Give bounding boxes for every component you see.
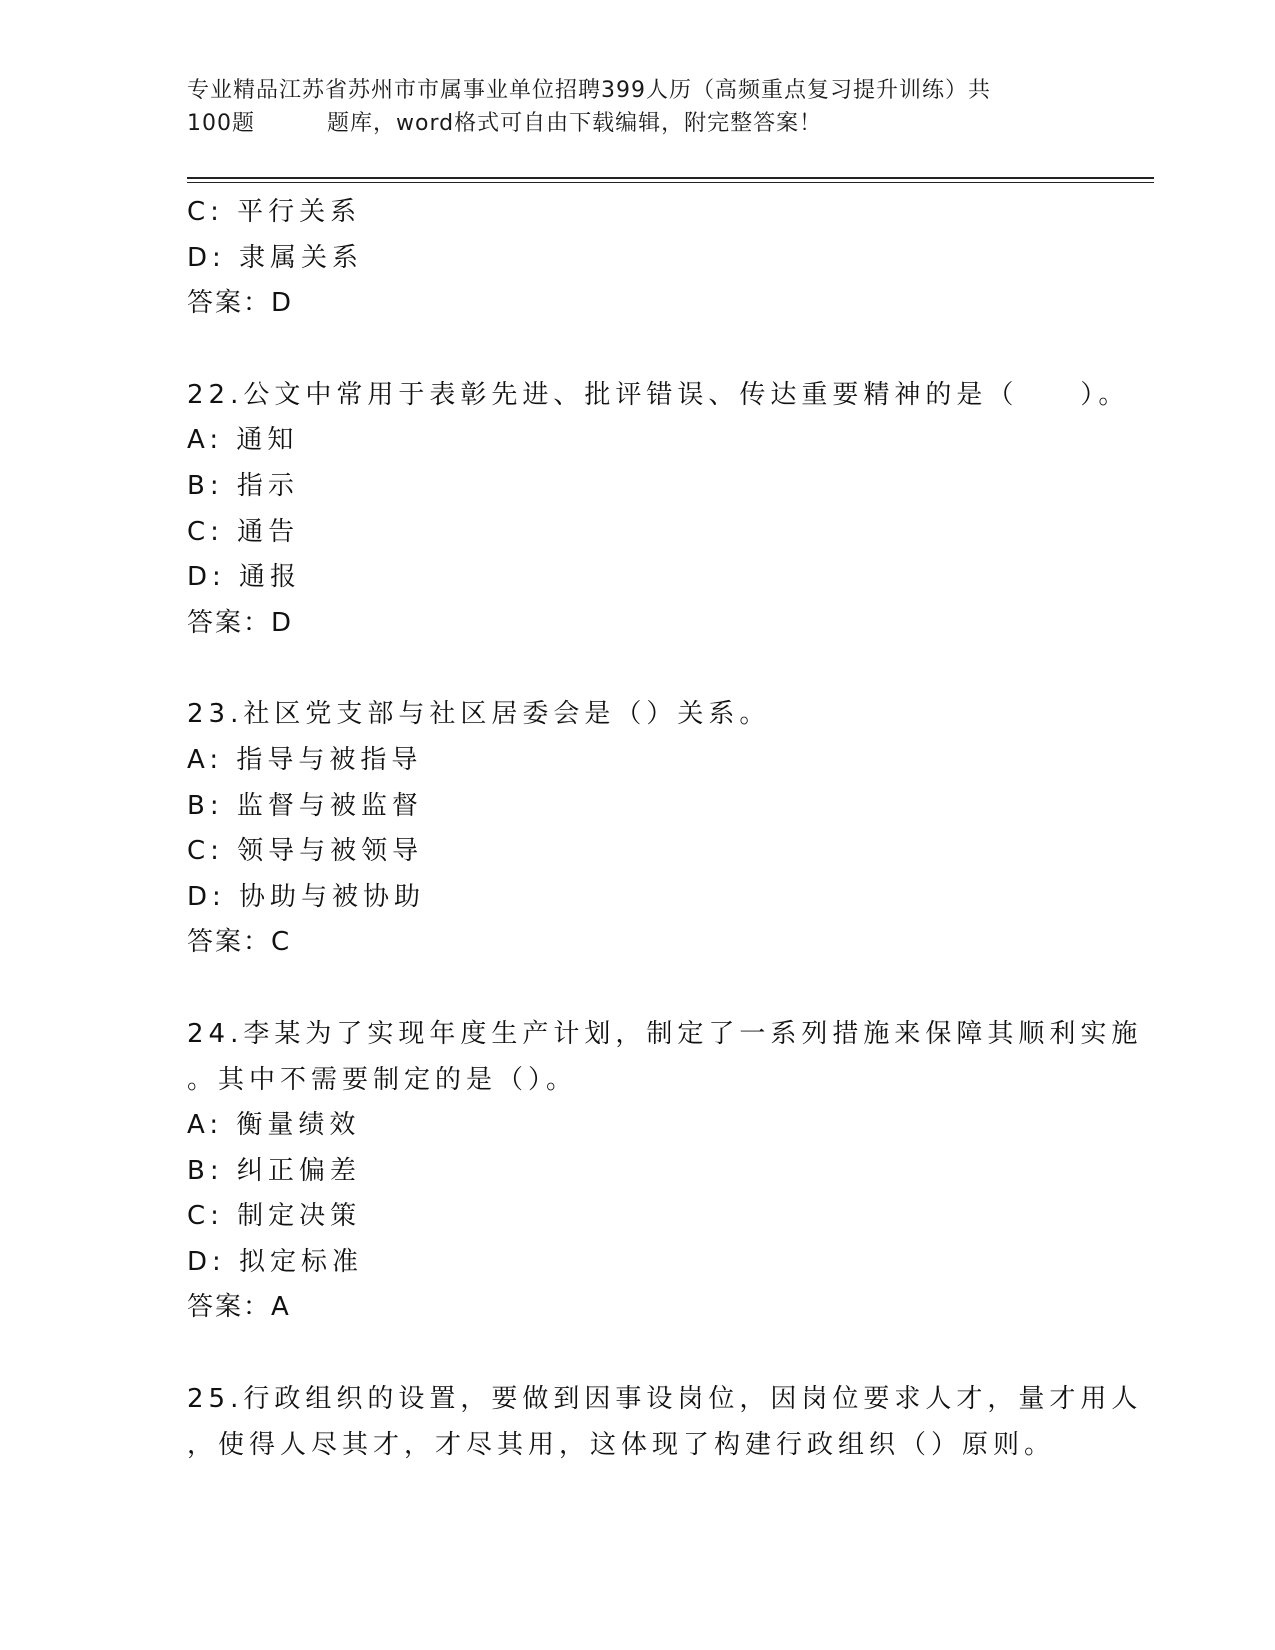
question-stem: 23.社区党支部与社区居委会是（）关系。 xyxy=(187,699,771,730)
header-line-2 xyxy=(187,107,1067,140)
answer: 答案：D xyxy=(187,607,294,638)
header-line-1: 专业精品江苏省苏州市市属事业单位招聘399人历（高频重点复习提升训练）共 xyxy=(187,78,991,103)
question-23 xyxy=(187,692,1087,966)
question-stem-line-1: 24.李某为了实现年度生产计划，制定了一系列措施来保障其顺利实施 xyxy=(187,1018,1143,1049)
question-24 xyxy=(187,1012,1143,1331)
option-c: C: 领导与被领导 xyxy=(187,836,424,867)
option-a: A: 通知 xyxy=(187,425,299,456)
question-stem-line-1: 25.行政组织的设置，要做到因事设岗位，因岗位要求人才，量才用人 xyxy=(187,1384,1143,1415)
header-line-2-count: 100题 xyxy=(187,111,255,136)
question-list xyxy=(187,190,1143,1468)
header-line-2-text: 题库，word格式可自由下载编辑，附完整答案！ xyxy=(327,111,823,136)
header-divider-bottom xyxy=(187,182,1154,183)
option-a: A: 指导与被指导 xyxy=(187,744,423,775)
question-stem-line-2: 。其中不需要制定的是（）。 xyxy=(187,1064,578,1095)
option-d: D: 隶属关系 xyxy=(187,242,364,273)
option-c: C: 通告 xyxy=(187,516,300,547)
question-25 xyxy=(187,1377,1143,1468)
option-c: C: 平行关系 xyxy=(187,197,362,227)
header-divider-top xyxy=(187,177,1154,179)
option-d: D: 通报 xyxy=(187,562,302,593)
option-b: B: 指示 xyxy=(187,470,299,501)
option-b: B: 纠正偏差 xyxy=(187,1155,361,1186)
document-header xyxy=(187,74,1067,140)
option-c: C: 制定决策 xyxy=(187,1201,362,1232)
option-d: D: 协助与被协助 xyxy=(187,881,426,912)
question-stem-line-2: ，使得人尽其才，才尽其用，这体现了构建行政组织（）原则。 xyxy=(187,1429,1056,1460)
answer: 答案：A xyxy=(187,1292,291,1323)
answer: 答案：D xyxy=(187,288,294,319)
answer: 答案：C xyxy=(187,927,292,958)
option-d: D: 拟定标准 xyxy=(187,1246,364,1277)
question-22 xyxy=(187,373,1130,647)
question-stem: 22.公文中常用于表彰先进、批评错误、传达重要精神的是（ ）。 xyxy=(187,379,1130,410)
option-a: A: 衡量绩效 xyxy=(187,1110,361,1141)
option-b: B: 监督与被监督 xyxy=(187,790,423,821)
